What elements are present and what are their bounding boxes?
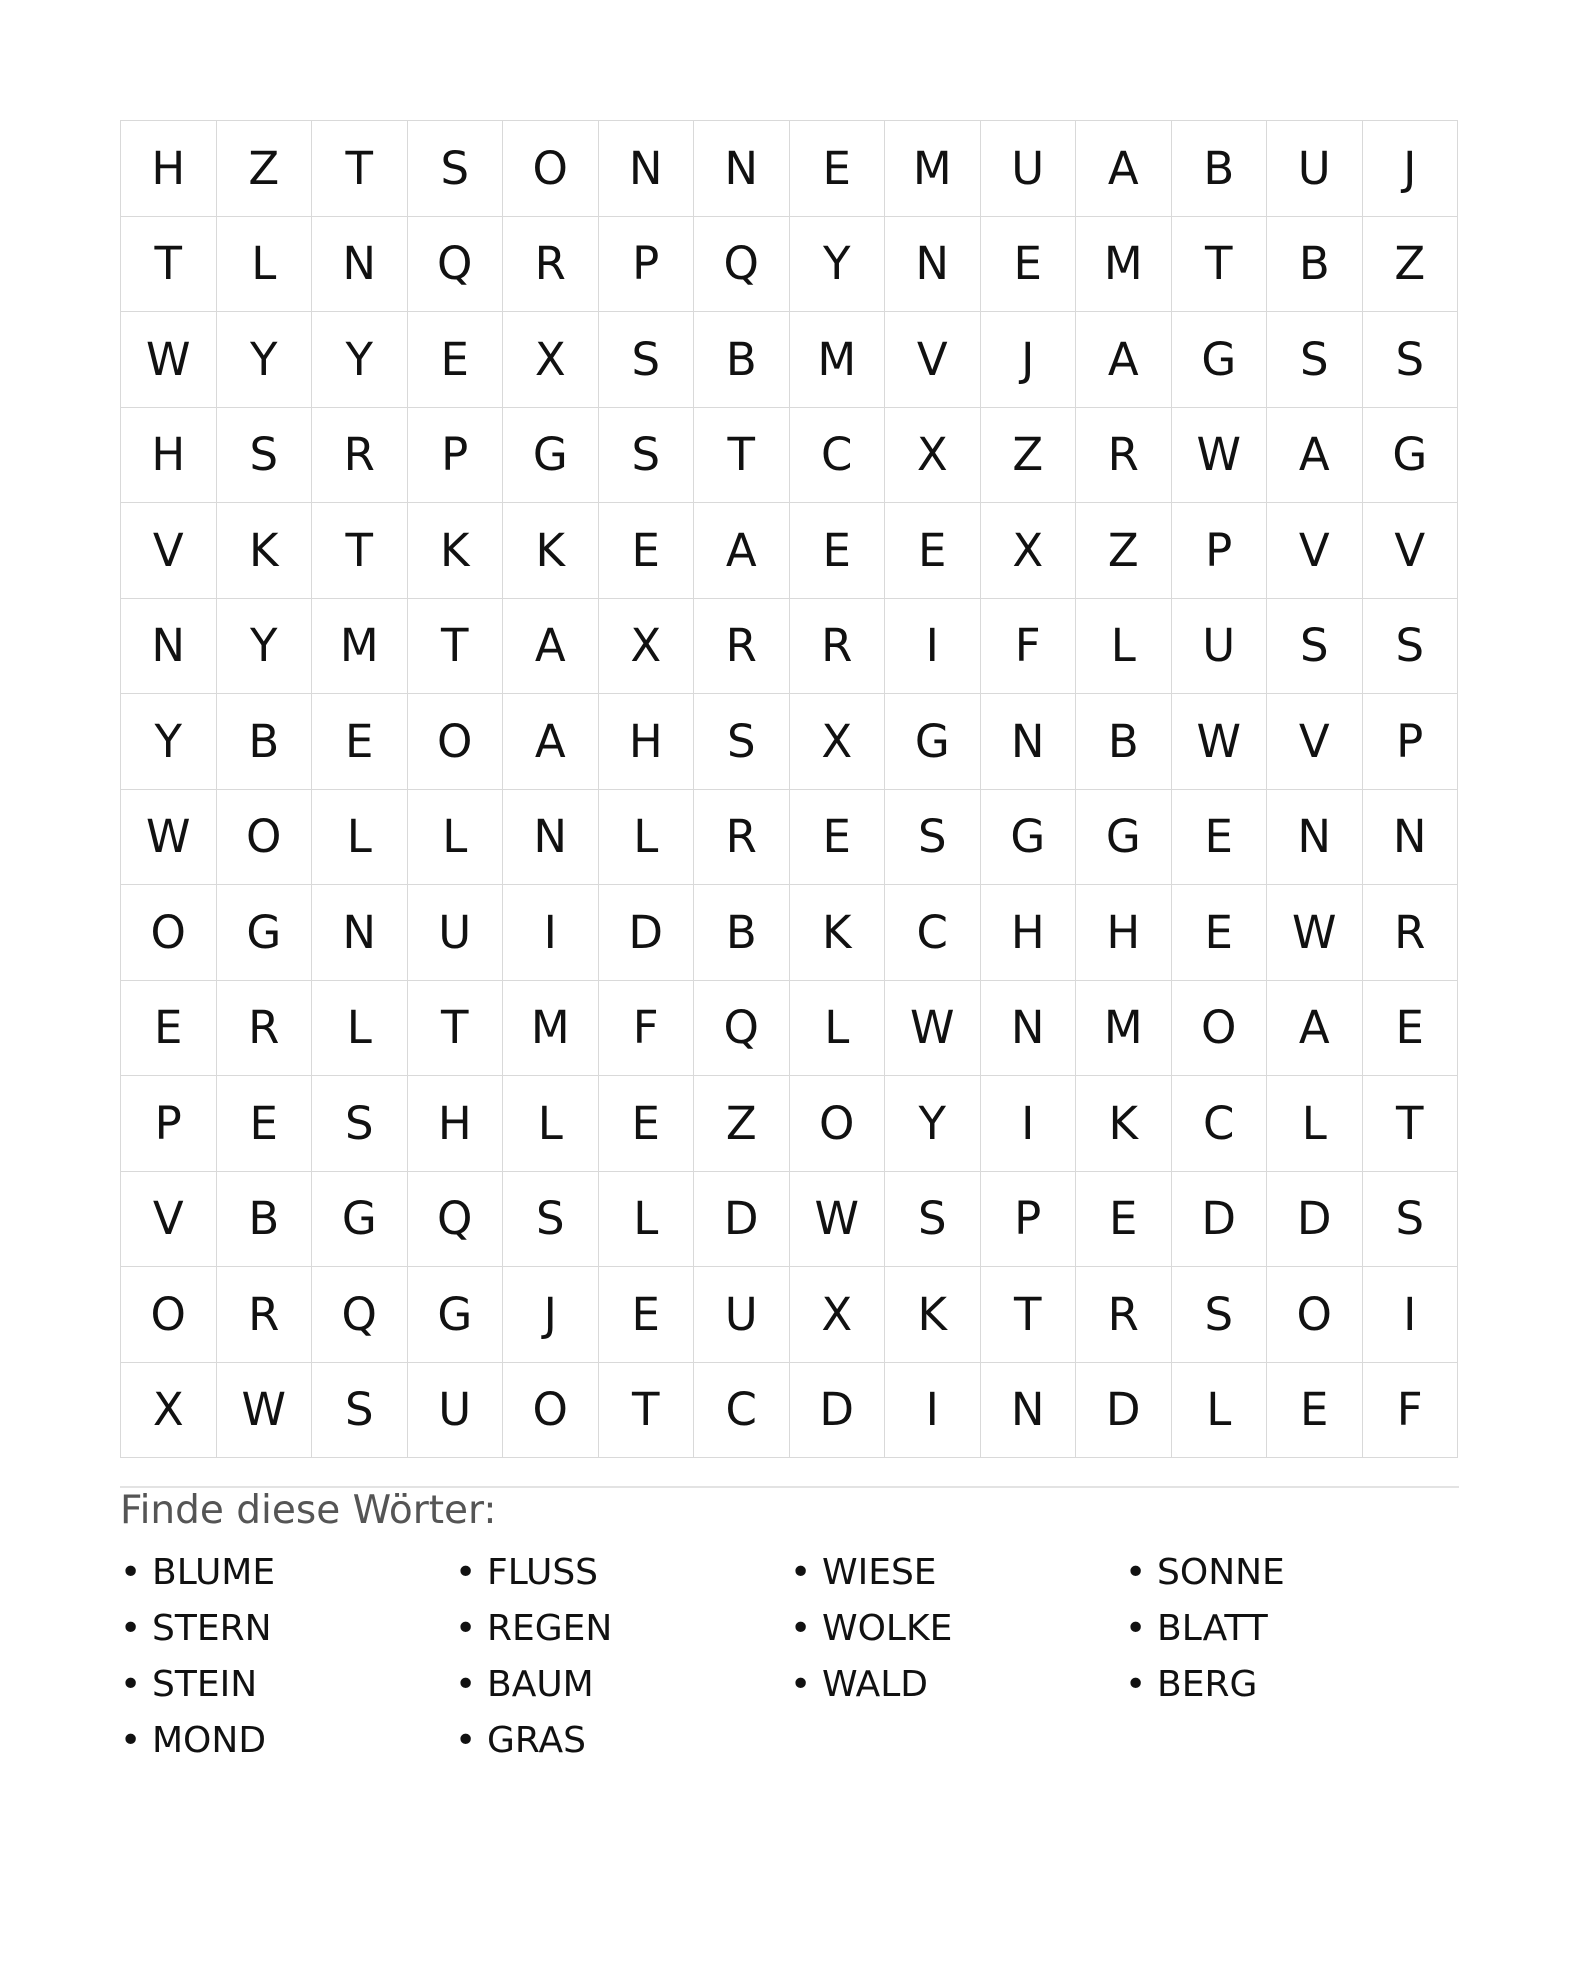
bullet: • (1125, 1664, 1147, 1705)
grid-cell[interactable]: G (503, 408, 599, 504)
grid-cell[interactable]: Y (217, 599, 313, 695)
word-list-item (120, 1545, 455, 1601)
bullet: • (790, 1552, 812, 1593)
grid-cell[interactable]: S (503, 1172, 599, 1268)
bullet: • (455, 1552, 477, 1593)
grid-cell[interactable]: E (1363, 981, 1459, 1077)
word-list-item (120, 1713, 455, 1769)
word-list-item (1125, 1601, 1460, 1657)
grid-cell[interactable]: U (408, 1363, 504, 1459)
grid-cell[interactable]: G (312, 1172, 408, 1268)
grid-cell[interactable]: F (1363, 1363, 1459, 1459)
word-label: GRAS (487, 1720, 586, 1761)
grid-cell[interactable]: P (599, 217, 695, 313)
grid-cell[interactable]: N (312, 885, 408, 981)
grid-cell[interactable]: R (1363, 885, 1459, 981)
grid-cell[interactable]: E (790, 790, 886, 886)
grid-cell[interactable]: K (790, 885, 886, 981)
grid-cell[interactable]: X (121, 1363, 217, 1459)
grid-cell[interactable]: O (1172, 981, 1268, 1077)
word-label: BERG (1157, 1664, 1258, 1705)
grid-cell[interactable]: M (1076, 981, 1172, 1077)
word-label: WOLKE (822, 1608, 953, 1649)
grid-cell[interactable]: S (885, 1172, 981, 1268)
letter-grid (120, 120, 1458, 1458)
grid-cell[interactable]: B (217, 694, 313, 790)
grid-cell[interactable]: V (885, 312, 981, 408)
grid-cell[interactable]: O (503, 1363, 599, 1459)
grid-cell[interactable]: W (1172, 694, 1268, 790)
grid-cell[interactable]: D (790, 1363, 886, 1459)
grid-cell[interactable]: E (599, 1267, 695, 1363)
bullet: • (1125, 1552, 1147, 1593)
word-label: STEIN (152, 1664, 258, 1705)
grid-cell[interactable]: T (121, 217, 217, 313)
grid-cell[interactable]: T (1172, 217, 1268, 313)
grid-cell[interactable]: R (312, 408, 408, 504)
grid-cell[interactable]: E (312, 694, 408, 790)
grid-cell[interactable]: Q (694, 981, 790, 1077)
grid-cell[interactable]: I (1363, 1267, 1459, 1363)
grid-cell[interactable]: G (217, 885, 313, 981)
grid-cell[interactable]: W (1267, 885, 1363, 981)
grid-cell[interactable]: P (1172, 503, 1268, 599)
grid-cell[interactable]: A (1267, 408, 1363, 504)
grid-cell[interactable]: L (1076, 599, 1172, 695)
bullet: • (120, 1608, 142, 1649)
grid-cell[interactable]: H (1076, 885, 1172, 981)
grid-cell[interactable]: B (1267, 217, 1363, 313)
grid-cell[interactable]: X (981, 503, 1077, 599)
grid-cell[interactable]: E (1172, 885, 1268, 981)
grid-cell[interactable]: N (885, 217, 981, 313)
grid-cell[interactable]: N (981, 981, 1077, 1077)
grid-cell[interactable]: O (503, 121, 599, 217)
grid-cell[interactable]: S (1267, 599, 1363, 695)
grid-cell[interactable]: S (1172, 1267, 1268, 1363)
grid-cell[interactable]: I (503, 885, 599, 981)
grid-cell[interactable]: X (790, 694, 886, 790)
word-list-item (455, 1713, 790, 1769)
grid-cell[interactable]: W (790, 1172, 886, 1268)
grid-cell[interactable]: E (599, 503, 695, 599)
grid-cell[interactable]: R (503, 217, 599, 313)
grid-cell[interactable]: N (694, 121, 790, 217)
grid-cell[interactable]: U (1267, 121, 1363, 217)
grid-cell[interactable]: D (1076, 1363, 1172, 1459)
bullet: • (455, 1664, 477, 1705)
grid-cell[interactable]: J (981, 312, 1077, 408)
word-list-prompt: Finde diese Wörter: (120, 1488, 497, 1533)
grid-cell[interactable]: R (217, 981, 313, 1077)
grid-cell[interactable]: G (408, 1267, 504, 1363)
grid-cell[interactable]: N (121, 599, 217, 695)
grid-cell[interactable]: E (1267, 1363, 1363, 1459)
grid-cell[interactable]: Y (790, 217, 886, 313)
grid-cell[interactable]: G (885, 694, 981, 790)
grid-cell[interactable]: E (217, 1076, 313, 1172)
grid-cell[interactable]: V (1363, 503, 1459, 599)
word-label: REGEN (487, 1608, 613, 1649)
grid-cell[interactable]: S (694, 694, 790, 790)
grid-cell[interactable]: K (1076, 1076, 1172, 1172)
grid-cell[interactable]: W (1172, 408, 1268, 504)
grid-cell[interactable]: Z (981, 408, 1077, 504)
grid-cell[interactable]: K (503, 503, 599, 599)
grid-cell[interactable]: S (312, 1363, 408, 1459)
grid-cell[interactable]: O (790, 1076, 886, 1172)
grid-cell[interactable]: E (981, 217, 1077, 313)
grid-cell[interactable]: N (1363, 790, 1459, 886)
grid-cell[interactable]: E (790, 121, 886, 217)
grid-cell[interactable]: A (1076, 312, 1172, 408)
grid-cell[interactable]: O (1267, 1267, 1363, 1363)
grid-cell[interactable]: M (790, 312, 886, 408)
word-label: SONNE (1157, 1552, 1285, 1593)
grid-cell[interactable]: O (121, 885, 217, 981)
grid-cell[interactable]: F (981, 599, 1077, 695)
grid-cell[interactable]: I (981, 1076, 1077, 1172)
grid-cell[interactable]: V (1267, 503, 1363, 599)
grid-cell[interactable]: B (217, 1172, 313, 1268)
grid-cell[interactable]: L (503, 1076, 599, 1172)
grid-cell[interactable]: K (885, 1267, 981, 1363)
grid-cell[interactable]: J (1363, 121, 1459, 217)
grid-cell[interactable]: G (1172, 312, 1268, 408)
grid-cell[interactable]: Q (694, 217, 790, 313)
bullet: • (1125, 1608, 1147, 1649)
grid-cell[interactable]: M (885, 121, 981, 217)
grid-cell[interactable]: D (694, 1172, 790, 1268)
grid-cell[interactable]: A (694, 503, 790, 599)
grid-cell[interactable]: V (121, 1172, 217, 1268)
grid-cell[interactable]: Y (121, 694, 217, 790)
bullet: • (790, 1664, 812, 1705)
grid-cell[interactable]: X (885, 408, 981, 504)
grid-cell[interactable]: L (312, 981, 408, 1077)
grid-cell[interactable]: P (981, 1172, 1077, 1268)
grid-cell[interactable]: C (790, 408, 886, 504)
word-list-item (455, 1601, 790, 1657)
grid-cell[interactable]: S (217, 408, 313, 504)
grid-cell[interactable]: S (599, 312, 695, 408)
grid-cell[interactable]: V (121, 503, 217, 599)
grid-cell[interactable]: T (599, 1363, 695, 1459)
grid-cell[interactable]: R (1076, 1267, 1172, 1363)
grid-cell[interactable]: C (1172, 1076, 1268, 1172)
grid-cell[interactable]: B (1172, 121, 1268, 217)
grid-cell[interactable]: Z (1363, 217, 1459, 313)
grid-cell[interactable]: Q (408, 1172, 504, 1268)
grid-cell[interactable]: T (981, 1267, 1077, 1363)
grid-cell[interactable]: E (1172, 790, 1268, 886)
grid-cell[interactable]: V (1267, 694, 1363, 790)
bullet: • (120, 1664, 142, 1705)
word-label: BLUME (152, 1552, 276, 1593)
grid-cell[interactable]: S (312, 1076, 408, 1172)
word-label: WIESE (822, 1552, 937, 1593)
grid-cell[interactable]: E (408, 312, 504, 408)
grid-cell[interactable]: O (121, 1267, 217, 1363)
grid-cell[interactable]: S (599, 408, 695, 504)
bullet: • (120, 1720, 142, 1761)
word-list-item (1125, 1657, 1460, 1713)
grid-cell[interactable]: U (408, 885, 504, 981)
grid-cell[interactable]: M (1076, 217, 1172, 313)
word-label: FLUSS (487, 1552, 599, 1593)
grid-cell[interactable]: U (981, 121, 1077, 217)
word-list-item (790, 1545, 1125, 1601)
word-list-item (1125, 1545, 1460, 1601)
grid-cell[interactable]: N (503, 790, 599, 886)
grid-cell[interactable]: P (408, 408, 504, 504)
word-list-item (455, 1545, 790, 1601)
grid-cell[interactable]: L (790, 981, 886, 1077)
grid-cell[interactable]: C (694, 1363, 790, 1459)
word-list-item (790, 1657, 1125, 1713)
grid-cell[interactable]: D (1172, 1172, 1268, 1268)
grid-cell[interactable]: X (790, 1267, 886, 1363)
grid-cell[interactable]: S (408, 121, 504, 217)
grid-cell[interactable]: L (599, 790, 695, 886)
grid-cell[interactable]: E (885, 503, 981, 599)
grid-cell[interactable]: L (1172, 1363, 1268, 1459)
grid-cell[interactable]: U (694, 1267, 790, 1363)
grid-cell[interactable]: J (503, 1267, 599, 1363)
grid-cell[interactable]: I (885, 599, 981, 695)
bullet: • (120, 1552, 142, 1593)
grid-cell[interactable]: F (599, 981, 695, 1077)
grid-cell[interactable]: C (885, 885, 981, 981)
grid-cell[interactable]: S (1363, 312, 1459, 408)
grid-cell[interactable]: T (408, 981, 504, 1077)
word-label: MOND (152, 1720, 267, 1761)
grid-cell[interactable]: L (1267, 1076, 1363, 1172)
grid-cell[interactable]: H (121, 121, 217, 217)
grid-cell[interactable]: B (1076, 694, 1172, 790)
grid-cell[interactable]: W (121, 790, 217, 886)
grid-cell[interactable]: Y (312, 312, 408, 408)
grid-cell[interactable]: Z (694, 1076, 790, 1172)
grid-cell[interactable]: H (599, 694, 695, 790)
bullet: • (455, 1720, 477, 1761)
grid-cell[interactable]: W (885, 981, 981, 1077)
grid-cell[interactable]: K (217, 503, 313, 599)
grid-cell[interactable]: N (1267, 790, 1363, 886)
word-list-item (455, 1657, 790, 1713)
word-label: BAUM (487, 1664, 594, 1705)
word-list (120, 1545, 1460, 1769)
grid-cell[interactable]: S (1363, 1172, 1459, 1268)
grid-cell[interactable]: O (408, 694, 504, 790)
grid-cell[interactable]: M (503, 981, 599, 1077)
grid-cell[interactable]: M (312, 599, 408, 695)
grid-cell[interactable]: A (1076, 121, 1172, 217)
grid-cell[interactable]: K (408, 503, 504, 599)
grid-cell[interactable]: R (217, 1267, 313, 1363)
grid-cell[interactable]: N (312, 217, 408, 313)
grid-cell[interactable]: Z (1076, 503, 1172, 599)
grid-cell[interactable]: T (694, 408, 790, 504)
grid-cell[interactable]: G (981, 790, 1077, 886)
grid-cell[interactable]: B (694, 312, 790, 408)
word-list-item (790, 1601, 1125, 1657)
grid-cell[interactable]: W (121, 312, 217, 408)
word-label: WALD (822, 1664, 929, 1705)
grid-cell[interactable]: N (981, 694, 1077, 790)
grid-cell[interactable]: L (217, 217, 313, 313)
grid-cell[interactable]: E (121, 981, 217, 1077)
grid-cell[interactable]: X (599, 599, 695, 695)
grid-cell[interactable]: I (885, 1363, 981, 1459)
grid-cell[interactable]: H (408, 1076, 504, 1172)
grid-cell[interactable]: H (981, 885, 1077, 981)
grid-cell[interactable]: P (1363, 694, 1459, 790)
word-label: BLATT (1157, 1608, 1268, 1649)
word-label: STERN (152, 1608, 272, 1649)
grid-cell[interactable]: Z (217, 121, 313, 217)
grid-cell[interactable]: R (694, 790, 790, 886)
grid-cell[interactable]: Q (312, 1267, 408, 1363)
grid-cell[interactable]: U (1172, 599, 1268, 695)
grid-cell[interactable]: A (503, 694, 599, 790)
grid-cell[interactable]: Y (885, 1076, 981, 1172)
grid-cell[interactable]: T (408, 599, 504, 695)
bullet: • (455, 1608, 477, 1649)
grid-cell[interactable]: L (312, 790, 408, 886)
grid-cell[interactable]: E (599, 1076, 695, 1172)
grid-cell[interactable]: T (312, 121, 408, 217)
grid-cell[interactable]: S (1267, 312, 1363, 408)
grid-cell[interactable]: Y (217, 312, 313, 408)
grid-cell[interactable]: D (599, 885, 695, 981)
grid-cell[interactable]: P (121, 1076, 217, 1172)
grid-cell[interactable]: R (1076, 408, 1172, 504)
grid-cell[interactable]: X (503, 312, 599, 408)
grid-cell[interactable]: N (981, 1363, 1077, 1459)
grid-cell[interactable]: T (1363, 1076, 1459, 1172)
grid-cell[interactable]: G (1363, 408, 1459, 504)
grid-cell[interactable]: D (1267, 1172, 1363, 1268)
grid-cell[interactable]: W (217, 1363, 313, 1459)
grid-cell[interactable]: L (408, 790, 504, 886)
grid-cell[interactable]: A (503, 599, 599, 695)
grid-cell[interactable]: H (121, 408, 217, 504)
grid-cell[interactable]: E (1076, 1172, 1172, 1268)
grid-cell[interactable]: S (885, 790, 981, 886)
grid-cell[interactable]: L (599, 1172, 695, 1268)
grid-cell[interactable]: B (694, 885, 790, 981)
grid-cell[interactable]: O (217, 790, 313, 886)
word-list-item (120, 1657, 455, 1713)
grid-cell[interactable]: N (599, 121, 695, 217)
grid-cell[interactable]: A (1267, 981, 1363, 1077)
grid-cell[interactable]: Q (408, 217, 504, 313)
grid-cell[interactable]: S (1363, 599, 1459, 695)
grid-cell[interactable]: R (694, 599, 790, 695)
word-list-item (120, 1601, 455, 1657)
grid-cell[interactable]: R (790, 599, 886, 695)
grid-cell[interactable]: G (1076, 790, 1172, 886)
grid-cell[interactable]: T (312, 503, 408, 599)
grid-cell[interactable]: E (790, 503, 886, 599)
bullet: • (790, 1608, 812, 1649)
